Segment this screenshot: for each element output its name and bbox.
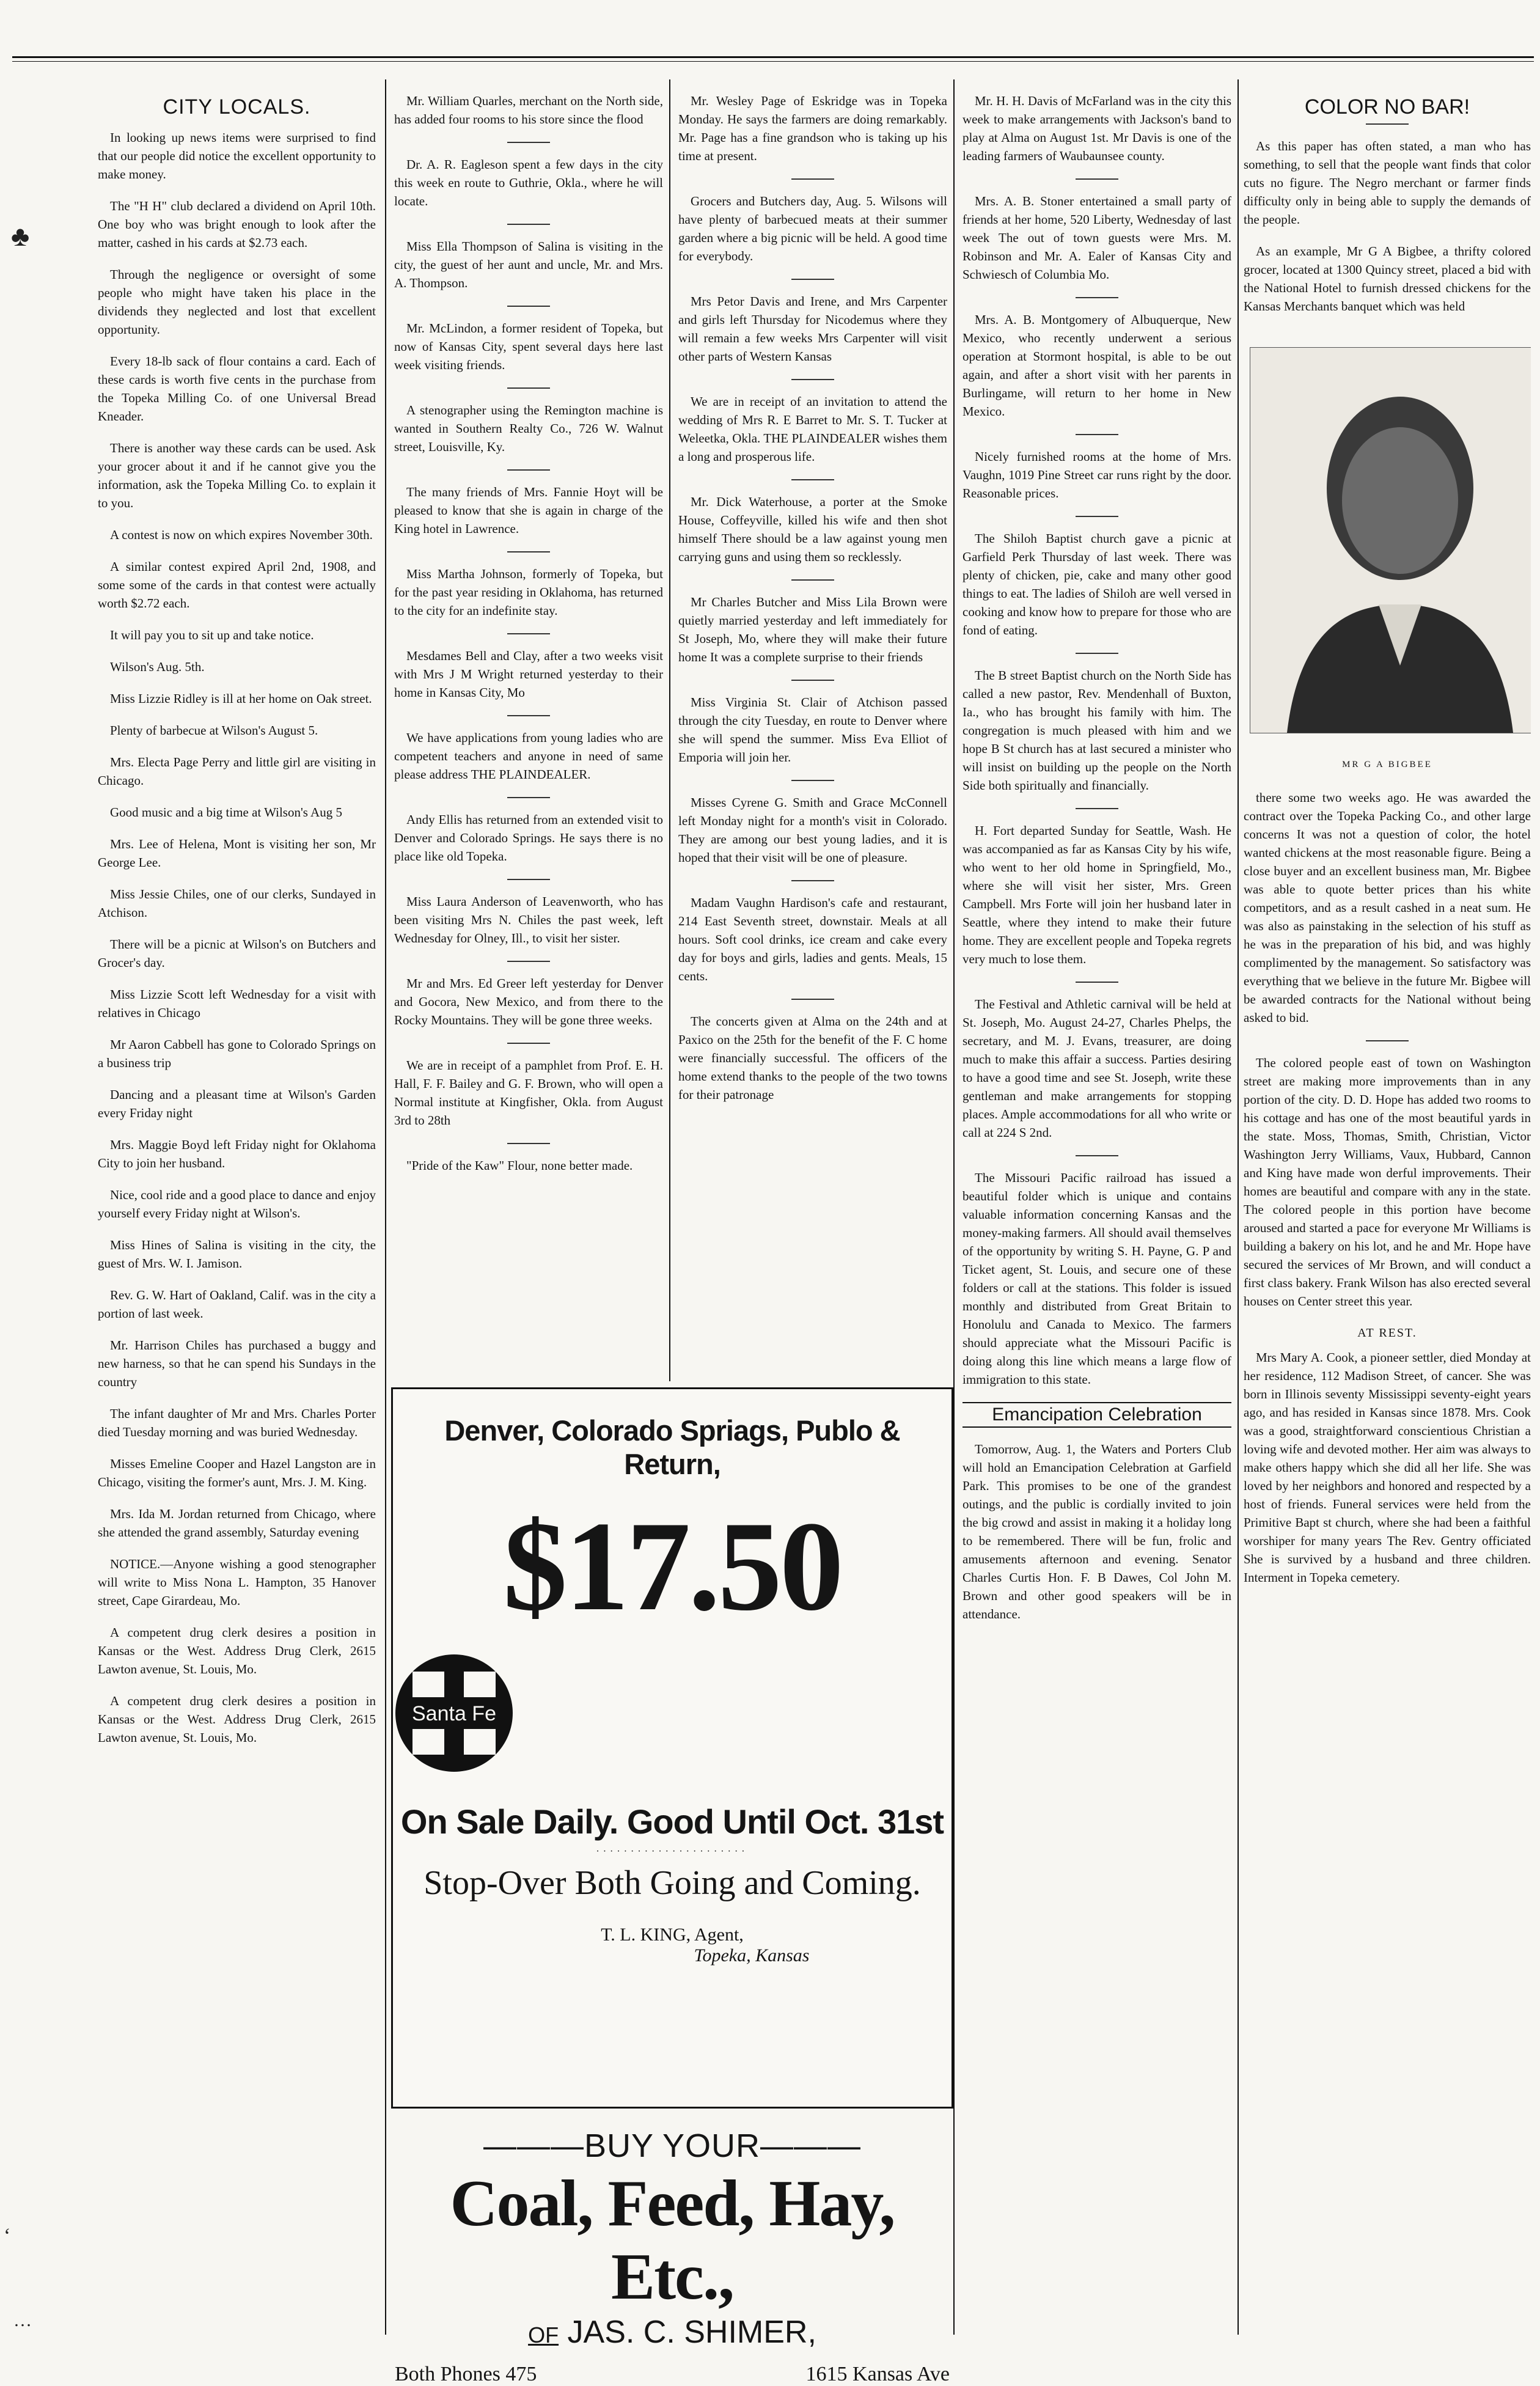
- news-item: Wilson's Aug. 5th.: [110, 659, 205, 674]
- news-item: Mr. McLindon, a former resident of Topeka, but now of Kansas City, spent several days here last week visiting friends.: [394, 321, 663, 372]
- divider: [791, 880, 834, 881]
- news-item: Mrs. Ida M. Jordan returned from Chicago, where she attended the grand assembly, Saturday evening: [98, 1507, 376, 1540]
- news-item: Plenty of barbecue at Wilson's August 5.: [110, 723, 318, 738]
- color-no-bar-continued: [1244, 788, 1531, 1310]
- news-item: There is another way these cards can be used. Ask your grocer about it and if he cannot give you the information, ask the Topeka Milling Co. to explain it to you.: [98, 441, 376, 510]
- news-item: We are in receipt of an invitation to attend the wedding of Mrs R. E Barret to Mr. S. T. Tucker at Weleetka, Okla. THE PLAINDEALER wishes them a long and prosperous life.: [678, 394, 947, 464]
- coal-ad-address: 1615 Kansas Ave: [805, 2363, 950, 2385]
- column-1-articles: [98, 128, 376, 1747]
- divider: [791, 178, 834, 180]
- news-item: Mrs. A. B. Stoner entertained a small party of friends at her home, 520 Liberty, Wednesday of last week The out of town guests were Mrs. M. Robinson and Mr. A. Ealer of Kansas City and Schwiesch of Columbia Mo.: [963, 194, 1231, 282]
- news-item: Misses Emeline Cooper and Hazel Langston are in Chicago, visiting the former's aunt, Mrs. J. M. King.: [98, 1456, 376, 1489]
- news-item: In looking up news items were surprised to find that our people did notice the excellent opportunity to make money.: [98, 130, 376, 182]
- news-item: The concerts given at Alma on the 24th and at Paxico on the 25th for the benefit of the F. C home were financially successful. The officers of the home extend thanks to the people of the two towns for their patronage: [678, 1014, 947, 1102]
- news-item: We are in receipt of a pamphlet from Prof. E. H. Hall, F. F. Bailey and G. F. Brown, who will open a Normal institute at Kingfisher, Okla. from August 3rd to 28th: [394, 1058, 663, 1128]
- coal-ad-of: OF: [528, 2322, 559, 2347]
- news-item: As this paper has often stated, a man who has something, to sell that the people want finds that color cuts no figure. The Negro merchant or farmer finds difficulty only in being able to supply the demands of the people.: [1244, 139, 1531, 227]
- divider: [507, 1143, 550, 1144]
- news-item: Rev. G. W. Hart of Oakland, Calif. was in the city a portion of last week.: [98, 1288, 376, 1321]
- news-item: Dr. A. R. Eagleson spent a few days in the city this week en route to Guthrie, Okla., where he will locate.: [394, 157, 663, 208]
- column-2: [394, 92, 663, 1381]
- news-item: Mrs. Lee of Helena, Mont is visiting her son, Mr George Lee.: [98, 837, 376, 870]
- news-item: "Pride of the Kaw" Flour, none better made.: [406, 1158, 633, 1173]
- news-item: Andy Ellis has returned from an extended visit to Denver and Colorado Springs. He says there is no place like old Topeka.: [394, 812, 663, 864]
- news-item: A contest is now on which expires November 30th.: [110, 527, 373, 542]
- column-3-articles: [678, 92, 947, 1104]
- divider: [1076, 178, 1118, 180]
- news-item: Mr. H. H. Davis of McFarland was in the city this week to make arrangements with Jackson's band to play at Alma on August 1st. Mr Davis is one of the leading farmers of Waubaunsee county.: [963, 94, 1231, 163]
- news-item: A competent drug clerk desires a position in Kansas or the West. Address Drug Clerk, 2615 Lawton avenue, St. Louis, Mo.: [98, 1694, 376, 1745]
- divider: [507, 715, 550, 716]
- news-item: There will be a picnic at Wilson's on Butchers and Grocer's day.: [98, 937, 376, 970]
- emancipation-heading: Emancipation Celebration: [963, 1402, 1231, 1428]
- column-4-articles: [963, 92, 1231, 1389]
- ad-location: Topeka, Kansas: [694, 1945, 810, 1966]
- divider: [1076, 653, 1118, 654]
- news-item: Mr. Harrison Chiles has purchased a buggy and new harness, so that he can spend his Sundays in the country: [98, 1338, 376, 1389]
- news-item: there some two weeks ago. He was awarded the contract over the Topeka Packing Co., and other large concerns It was not a question of color, the hotel wanted chickens at the most reasonable figure. Being a close buyer and an excellent business man, Mr. Bigbee was able to quote better prices than his white competitors, and as a result cashed in a neat sum. He was also as painstaking in the selection of his stuff as he was in the preparation of his bid, and was highly complimented by the management. So satisfactory was everything that we believe in the future Mr. Bigbee will be awarded contracts for the National without being asked to bid.: [1244, 790, 1531, 1025]
- column-city-locals: [98, 92, 376, 2335]
- portrait-image: [1250, 347, 1531, 733]
- news-item: Mr. Dick Waterhouse, a porter at the Smoke House, Coffeyville, killed his wife and then shot himself There should be a law against young men carrying guns and using them so recklessly.: [678, 494, 947, 564]
- margin-mark: ♣: [11, 221, 30, 252]
- news-item: Mrs Petor Davis and Irene, and Mrs Carpenter and girls left Thursday for Nicodemus where they will remain a few weeks Mrs Carpenter will visit other parts of Western Kansas: [678, 294, 947, 364]
- top-rule: [12, 56, 1534, 58]
- divider: [791, 780, 834, 781]
- divider: [507, 224, 550, 225]
- divider: [1076, 808, 1118, 809]
- city-locals-heading: CITY LOCALS.: [163, 95, 311, 119]
- news-item: The colored people east of town on Washington street are making more improvements than in any portion of the city. D. D. Hope has added two rooms to his cottage and has one of the most beautiful yards in the state. Moss, Thomas, Smith, Christian, Victor Washington Jerry Williams, Vaux, Hubbard, Cannon and King have made won derful improvements. Their homes are beautiful and compare with any in the state. The colored people in this portion have become aroused and started a pace for everyone Mr Williams is building a bakery on his lot, and he and Mr. Hope have secured the services of Mr Brown, and will conduct a first class bakery. Frank Wilson has also erected several houses on Center street this year.: [1244, 1055, 1531, 1309]
- news-item: It will pay you to sit up and take notice.: [110, 628, 314, 642]
- divider: [507, 879, 550, 880]
- news-item: Mr Aaron Cabbell has gone to Colorado Springs on a business trip: [98, 1037, 376, 1070]
- news-item: A competent drug clerk desires a position in Kansas or the West. Address Drug Clerk, 2615 Lawton avenue, St. Louis, Mo.: [98, 1625, 376, 1676]
- column-divider: [1238, 79, 1239, 2335]
- news-item: Every 18-lb sack of flour contains a card. Each of these cards is worth five cents in the purchase from the Topeka Milling Co. of one Universal Bread Kneader.: [98, 354, 376, 424]
- margin-mark: …: [13, 2310, 32, 2330]
- news-item: As an example, Mr G A Bigbee, a thrifty colored grocer, located at 1300 Quincy street, placed a bid with the National Hotel to furnish dressed chickens for the Kansas Merchants banquet which was held: [1244, 244, 1531, 314]
- news-item: The many friends of Mrs. Fannie Hoyt will be pleased to know that she is again in charge of the King hotel in Lawrence.: [394, 485, 663, 536]
- news-item: Good music and a big time at Wilson's Aug 5: [110, 805, 342, 820]
- emancipation-article: Tomorrow, Aug. 1, the Waters and Porters Club will hold an Emancipation Celebration at Garfield Park. This promises to be one of the grandest outings, and the public is cordially invited to join the big crowd and assist in making it a holiday long to be remembered. There will be fun, frolic and amusements afternoon and evening. Senator Charles Curtis Hon. F. B Dawes, Col John M. Brown and other good speakers will be in attendance.: [963, 1442, 1231, 1621]
- divider: [507, 142, 550, 143]
- news-item: Miss Hines of Salina is visiting in the city, the guest of Mrs. W. I. Jamison.: [98, 1238, 376, 1271]
- news-item: Miss Ella Thompson of Salina is visiting in the city, the guest of her aunt and uncle, Mr. and Mrs. A. Thompson.: [394, 239, 663, 290]
- news-item: Mr and Mrs. Ed Greer left yesterday for Denver and Gocora, New Mexico, and from there to the Rocky Mountains. They will be gone three weeks.: [394, 976, 663, 1027]
- coal-ad-buy-text: BUY YOUR: [584, 2127, 761, 2164]
- coal-ad-footer: [391, 2363, 953, 2386]
- news-item: Dancing and a pleasant time at Wilson's Garden every Friday night: [98, 1087, 376, 1120]
- news-item: Grocers and Butchers day, Aug. 5. Wilsons will have plenty of barbecued meats at their summer garden where a big picnic will be held. A good time for everybody.: [678, 194, 947, 263]
- color-no-bar-article: [1244, 137, 1531, 315]
- news-item: H. Fort departed Sunday for Seattle, Wash. He was accompanied as far as Kansas City by his wife, who went to her old home in Springfield, Mo., where she will visit her sister, Mrs. Green Campbell. Mrs Forte will join her husband later in Seattle, where they intend to make their future home. They are excellent people and Topeka regrets very much to lose them.: [963, 823, 1231, 966]
- news-item: Mr. William Quarles, merchant on the North side, has added four rooms to his store since the flood: [394, 94, 663, 127]
- divider: [791, 999, 834, 1000]
- news-item: Mrs. A. B. Montgomery of Albuquerque, New Mexico, who recently underwent a serious operation at Stormont hospital, is able to be out again, and after a short visit with her parents in Burlingame, will return to her home in New Mexico.: [963, 312, 1231, 419]
- at-rest-article: Mrs Mary A. Cook, a pioneer settler, died Monday at her residence, 112 Madison Street, of cancer. She was born in Illinois seventy Mississippi seventy-eight years ago, and has resided in Kansas since 1878. Mrs. Cook was a good, straightforward conscientious Christian a loving wife and devoted mother. Her aim was always to make others happy which she did all her life. She was loved by her neighbors and honored and respected by a host of friends. Funeral services were held from the Primitive Bapt st church, where she had been a faithful worshiper for many years The Rev. Gentry officiated She is survived by a husband and three children. Interment in Topeka cemetery.: [1244, 1350, 1531, 1585]
- divider: [507, 797, 550, 798]
- column-color-no-bar: [1244, 92, 1531, 2335]
- divider: [507, 306, 550, 307]
- news-item: The Shiloh Baptist church gave a picnic at Garfield Perk Thursday of last week. There was plenty of chicken, pie, cake and many other good things to eat. The ladies of Shiloh are well versed in cooking and know how to prepare for those who are fond of eating.: [963, 531, 1231, 637]
- news-item: Nicely furnished rooms at the home of Mrs. Vaughn, 1019 Pine Street car runs right by the door. Reasonable prices.: [963, 449, 1231, 501]
- divider: [791, 479, 834, 480]
- news-item: Mrs. Electa Page Perry and little girl are visiting in Chicago.: [98, 755, 376, 788]
- column-4: [963, 92, 1231, 2335]
- news-item: Nice, cool ride and a good place to dance and enjoy yourself every Friday night at Wilson's.: [98, 1187, 376, 1221]
- column-2-articles: [394, 92, 663, 1175]
- divider: [507, 387, 550, 389]
- divider: [791, 680, 834, 681]
- news-item: Miss Virginia St. Clair of Atchison passed through the city Tuesday, en route to Denver where she will spend the summer. Miss Eva Elliot of Emporia will join her.: [678, 695, 947, 765]
- divider: [1076, 516, 1118, 517]
- divider: [1076, 982, 1118, 983]
- divider: [507, 961, 550, 962]
- news-item: Miss Lizzie Ridley is ill at her home on Oak street.: [110, 691, 372, 706]
- column-divider: [953, 79, 955, 2335]
- ad-agent: T. L. KING, Agent,: [601, 1925, 744, 1945]
- news-item: Miss Laura Anderson of Leavenworth, who has been visiting Mrs N. Chiles the past week, left Wednesday for Olney, Ill., to visit her sister.: [394, 894, 663, 945]
- news-item: Miss Martha Johnson, formerly of Topeka, but for the past year residing in Oklahoma, has returned to the city for an indefinite stay.: [394, 567, 663, 618]
- news-item: Miss Lizzie Scott left Wednesday for a visit with relatives in Chicago: [98, 987, 376, 1020]
- column-3: [678, 92, 947, 1381]
- divider: [791, 579, 834, 581]
- news-item: We have applications from young ladies who are competent teachers and anyone in need of same please address THE PLAINDEALER.: [394, 730, 663, 782]
- coal-ad-name: JAS. C. SHIMER,: [567, 2314, 816, 2350]
- divider: [507, 469, 550, 471]
- news-item: Madam Vaughn Hardison's cafe and restaurant, 214 East Seventh street, downstair. Meals at all hours. Soft cool drinks, ice cream and cake every day for boys and girls, ladies and gents. Meals, 15 cents.: [678, 895, 947, 983]
- news-item: The B street Baptist church on the North Side has called a new pastor, Rev. Mendenhall of Buxton, Ia., who has brought his family with him. The congregation is much pleased with him and we hope B St church has at last secured a minister who will insist on building up the people on the North Side both spiritually and financially.: [963, 668, 1231, 793]
- coal-ad-goods: Coal, Feed, Hay, Etc.,: [450, 2167, 895, 2313]
- ad-sale-terms: On Sale Daily. Good Until Oct. 31st: [400, 1802, 944, 1841]
- news-item: Mr Charles Butcher and Miss Lila Brown were quietly married yesterday and left immediately for St Joseph, Mo, where they will make their future home It was a complete surprise to their friends: [678, 595, 947, 664]
- divider: [507, 633, 550, 634]
- news-item: Mrs. Maggie Boyd left Friday night for Oklahoma City to join her husband.: [98, 1137, 376, 1170]
- news-item: Mr. Wesley Page of Eskridge was in Topeka Monday. He says the farmers are doing remarkably. Mr. Page has a fine grandson who is taking up his time at present.: [678, 94, 947, 163]
- ad-ornament: ······················: [596, 1846, 749, 1857]
- ad-price: $17.50: [503, 1496, 842, 1637]
- news-item: The Festival and Athletic carnival will be held at St. Joseph, Mo. August 24-27, Charles Phelps, the secretary, and M. J. Evans, treasurer, are doing much to make this affair a success. Parties desiring to have a good time and see St. Joseph, write these gentleman and make arrangements for stopping places. Ample accommodations for all who write or call at 224 S 2nd.: [963, 997, 1231, 1140]
- portrait-caption: MR G A BIGBEE: [1342, 760, 1432, 769]
- logo-text: Santa Fe: [412, 1702, 496, 1725]
- news-item: Mesdames Bell and Clay, after a two weeks visit with Mrs J M Wright returned yesterday to their home in Kansas City, Mo: [394, 648, 663, 700]
- news-item: Miss Jessie Chiles, one of our clerks, Sundayed in Atchison.: [98, 887, 376, 920]
- divider: [1076, 1155, 1118, 1156]
- column-divider: [669, 79, 670, 1381]
- divider: [791, 279, 834, 280]
- divider: [1076, 434, 1118, 435]
- divider: [507, 551, 550, 552]
- news-item: Through the negligence or oversight of some people who might have taken his place in the dividends they neglected and lost that excellent opportunity.: [98, 267, 376, 337]
- news-item: The infant daughter of Mr and Mrs. Charles Porter died Tuesday morning and was buried Wednesday.: [98, 1406, 376, 1439]
- news-item: The "H H" club declared a dividend on April 10th. One boy who was bright enough to look after the matter, cashed in his cards at $2.73 each.: [98, 199, 376, 250]
- coal-ad-buy: ———BUY YOUR———: [483, 2127, 862, 2164]
- at-rest-heading: AT REST.: [1357, 1326, 1417, 1340]
- coal-ad-phones: Both Phones 475: [395, 2363, 537, 2385]
- column-divider: [385, 79, 386, 2335]
- news-item: A similar contest expired April 2nd, 1908, and some some of the cards in that contest were actually worth $2.72 each.: [98, 559, 376, 611]
- ad-destinations: Denver, Colorado Spriags, Publo & Return,: [444, 1414, 900, 1480]
- news-item: NOTICE.—Anyone wishing a good stenographer will write to Miss Nona L. Hampton, 35 Hanover street, Cape Girardeau, Mo.: [98, 1557, 376, 1608]
- santa-fe-advertisement: [391, 1387, 953, 2109]
- divider: [507, 1043, 550, 1044]
- divider: [791, 379, 834, 380]
- top-rule-thin: [12, 61, 1534, 62]
- divider: [1366, 123, 1409, 125]
- ad-stopover: Stop-Over Both Going and Coming.: [424, 1864, 921, 1902]
- coal-advertisement: [391, 2127, 953, 2385]
- margin-mark: ‘: [4, 2225, 11, 2247]
- news-item: Misses Cyrene G. Smith and Grace McConnell left Monday night for a month's visit in Colorado. They are among our best young ladies, and it is hoped that their visit will be one of pleasure.: [678, 795, 947, 865]
- coal-ad-merchant: [391, 2314, 953, 2351]
- santa-fe-logo: [393, 1652, 515, 1774]
- divider: [1366, 1040, 1409, 1041]
- news-item: A stenographer using the Remington machine is wanted in Southern Realty Co., 726 W. Walnut street, Louisville, Ky.: [394, 403, 663, 454]
- news-item: The Missouri Pacific railroad has issued a beautiful folder which is unique and contains valuable information concerning Kansas and the money-making farmers. All should avail themselves of the opportunity by writing S. H. Payne, G. P and Ticket agent, St. Louis, and secure one of these folders or call at the stations. This folder is issued monthly and distributed from Great Britain to Honolulu and Canada to Mexico. The farmers should appreciate what the Missouri Pacific is doing along this line which means a large flow of immigration to this state.: [963, 1170, 1231, 1387]
- color-no-bar-heading: COLOR NO BAR!: [1304, 95, 1470, 119]
- divider: [1076, 297, 1118, 298]
